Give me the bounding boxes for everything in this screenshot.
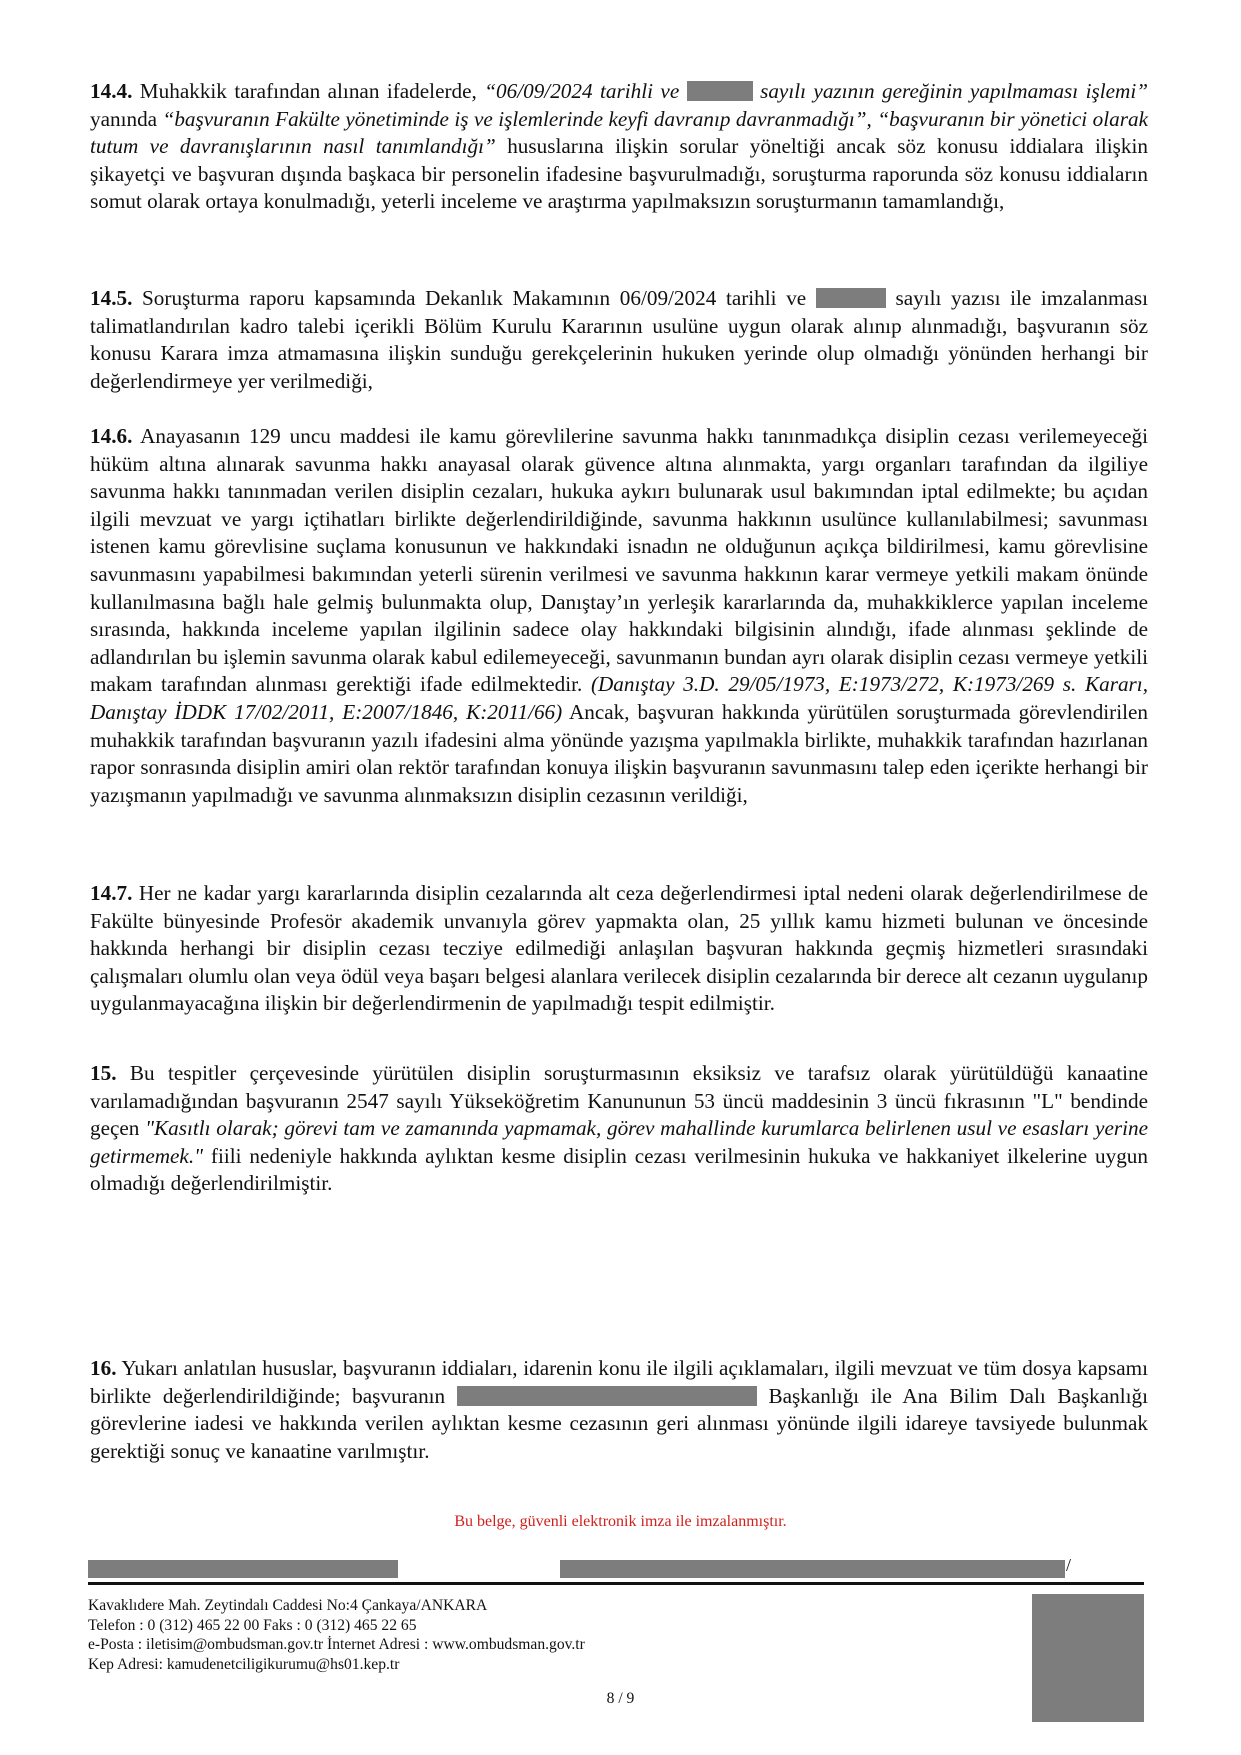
- paragraph-14-7: 14.7. Her ne kadar yargı kararlarında disiplin cezalarında alt ceza değerlendirmesi iptal nedeni olarak değerlendirilmese de Fakülte bünyesinde Profesör akademik unvanıyla görev yapmakta olan, 25 yıllık kamu hizmeti bulunan ve öncesinde hakkında herhangi bir disiplin cezası tecziye edilmediği anlaşılan başvuran hakkında geçmiş hizmetleri sırasındaki çalışmaları olumlu olan veya ödül veya başarı belgesi alanlara verilecek disiplin cezalarında bir derece alt cezanın uygulanıp uygulanmayacağına ilişkin bir değerlendirmenin de yapılmadığı tespit edilmiştir.: [90, 881, 1148, 1016]
- signature-slash: /: [1066, 1555, 1072, 1575]
- paragraph-number: 16.: [90, 1356, 117, 1380]
- paragraph-16: 16. Yukarı anlatılan hususlar, başvuranın iddiaları, idarenin konu ile ilgili açıklamaları, ilgili mevzuat ve tüm dosya kapsamı birlikte değerlendirildiğinde; başvuranın Başkanlığı ile Ana Bilim Dalı Başkanlığı görevlerine iadesi ve hakkında verilen aylıktan kesme cezasının geri alınması yönünde ilgili idareye tavsiyede bulunmak gerektiği sonuç ve kanaatine varılmıştır.: [90, 1356, 1149, 1463]
- paragraph-number: 14.5.: [90, 286, 133, 310]
- redaction-bar: [457, 1386, 757, 1406]
- page-number: 8 / 9: [606, 1690, 635, 1707]
- paragraph-number: 15.: [90, 1061, 117, 1085]
- footer-address: Kavaklıdere Mah. Zeytindalı Caddesi No:4 Çankaya/ANKARA: [88, 1597, 488, 1614]
- paragraph-14-6: 14.6. Anayasanın 129 uncu maddesi ile kamu görevlilerine savunma hakkı tanınmadıkça disiplin cezası verilemeyeceği hüküm altına alınarak savunma hakkı anayasal olarak güvence altına alınmakta, yargı organları tarafından da ilgiliye savunma hakkı tanınmadan verilen disiplin cezaları, hukuka aykırı bulunarak usul bakımından iptal edilmekte; bu açıdan ilgili mevzuat ve yargı içtihatları birlikte değerlendirildiğinde, savunma hakkının usulünce kullanılabilmesi; savunması istenen kamu görevlisine suçlama konusunun ve hakkındaki isnadın ne olduğunun açıkça bildirilmesi, kamu görevlisine savunmasını yapabilmesi bakımından yeterli sürenin verilmesi ve savunma hakkının karar vermeye yetkili makam önünde kullanılmasına bağlı hale gelmiş bulunmakta olup, Danıştay’ın yerleşik kararlarında da, muhakkiklerce yapılan inceleme sırasında, hakkında inceleme yapılan ilgilinin sadece olay hakkındaki bilgisinin alındığı, ifade alınması şeklinde de adlandırılan bu işlemin savunma olarak kabul edilemeyeceği, savunmanın bundan ayrı olarak disiplin cezası vermeye yetkili makam tarafından alınması gerektiği ifade edilmektedir. (Danıştay 3.D. 29/05/1973, E:1973/272, K:1973/269 s. Kararı, Danıştay İDDK 17/02/2011, E:2007/1846, K:2011/66) Ancak, başvuran hakkında yürütülen soruşturmada görevlendirilen muhakkik tarafından başvuranın yazılı ifadesini alma yönünde yazışma yapılmakla birlikte, muhakkik tarafından hazırlanan rapor sonrasında disiplin amiri olan rektör tarafından konuya ilişkin başvuranın savunmasını talep eden içerikte herhangi bir yazışmanın yapılmadığı ve savunma alınmaksızın disiplin cezasının verildiği,: [90, 424, 1149, 807]
- paragraph-14-4: 14.4. Muhakkik tarafından alınan ifadelerde, “06/09/2024 tarihli ve sayılı yazının gereğinin yapılmaması işlemi” yanında “başvuranın Fakülte yönetiminde iş ve işlemlerinde keyfi davranıp davranmadığı”, “başvuranın bir yönetici olarak tutum ve davranışlarının nasıl tanımlandığı” hususlarına ilişkin sorular yöneltiği ancak söz konusu iddialara ilişkin şikayetçi ve başvuran dışında başkaca bir personelin ifadesine başvurulmadığı, soruşturma raporunda söz konusu iddiaların somut olarak ortaya konulmadığı, yeterli inceleme ve araştırma yapılmaksızın soruşturmanın tamamlandığı,: [90, 79, 1149, 214]
- signature-note: Bu belge, güvenli elektronik imza ile imzalanmıştır.: [454, 1513, 787, 1530]
- footer-email: e-Posta : iletisim@ombudsman.gov.tr İnternet Adresi : www.ombudsman.gov.tr: [88, 1636, 585, 1653]
- redaction-bar: [687, 81, 753, 101]
- quote: "Kasıtlı olarak; görevi tam ve zamanında yapmamak, görev mahallinde kurumlarca belirlenen usul ve esasları yerine getirmemek.": [90, 1116, 1148, 1168]
- footer-contact: [88, 1596, 585, 1674]
- signer-title-redaction: [560, 1560, 1065, 1578]
- signer-name-redaction: [88, 1560, 398, 1578]
- paragraph-number: 14.6.: [90, 424, 133, 448]
- footer-divider: [88, 1582, 1144, 1585]
- paragraph-15: 15. Bu tespitler çerçevesinde yürütülen disiplin soruşturmasının eksiksiz ve tarafsız olarak yürütüldüğü kanaatine varılamadığından başvuranın 2547 sayılı Yükseköğretim Kanununun 53 üncü maddesinin 3 üncü fıkrasının "L" bendinde geçen "Kasıtlı olarak; görevi tam ve zamanında yapmamak, görev mahallinde kurumlarca belirlenen usul ve esasları yerine getirmemek." fiili nedeniyle hakkında aylıktan kesme disiplin cezası verilmesinin hukuka ve hakkaniyet ilkelerine uygun olmadığı değerlendirilmiştir.: [90, 1061, 1148, 1196]
- footer-kep: Kep Adresi: kamudenetciligikurumu@hs01.kep.tr: [88, 1655, 400, 1673]
- paragraph-number: 14.7.: [90, 881, 133, 905]
- paragraph-14-5: 14.5. Soruşturma raporu kapsamında Dekanlık Makamının 06/09/2024 tarihli ve sayılı yazısı ile imzalanması talimatlandırılan kadro talebi içerikli Bölüm Kurulu Kararının usulüne uygun olarak alınıp alınmadığı, başvuranın söz konusu Karara imza atmamasına ilişkin sunduğu gerekçelerinin hukuken yerinde olup olmadığı yönünden herhangi bir değerlendirmeye yer verilmediği,: [90, 286, 1149, 393]
- redaction-bar: [816, 288, 886, 308]
- paragraph-number: 14.4.: [90, 79, 133, 103]
- citation: (Danıştay 3.D. 29/05/1973, E:1973/272, K:1973/269 s. Kararı, Danıştay İDDK 17/02/2011, E:2007/1846, K:2011/66): [90, 672, 1148, 724]
- footer-phone: Telefon : 0 (312) 465 22 00 Faks : 0 (312) 465 22 65: [88, 1616, 417, 1634]
